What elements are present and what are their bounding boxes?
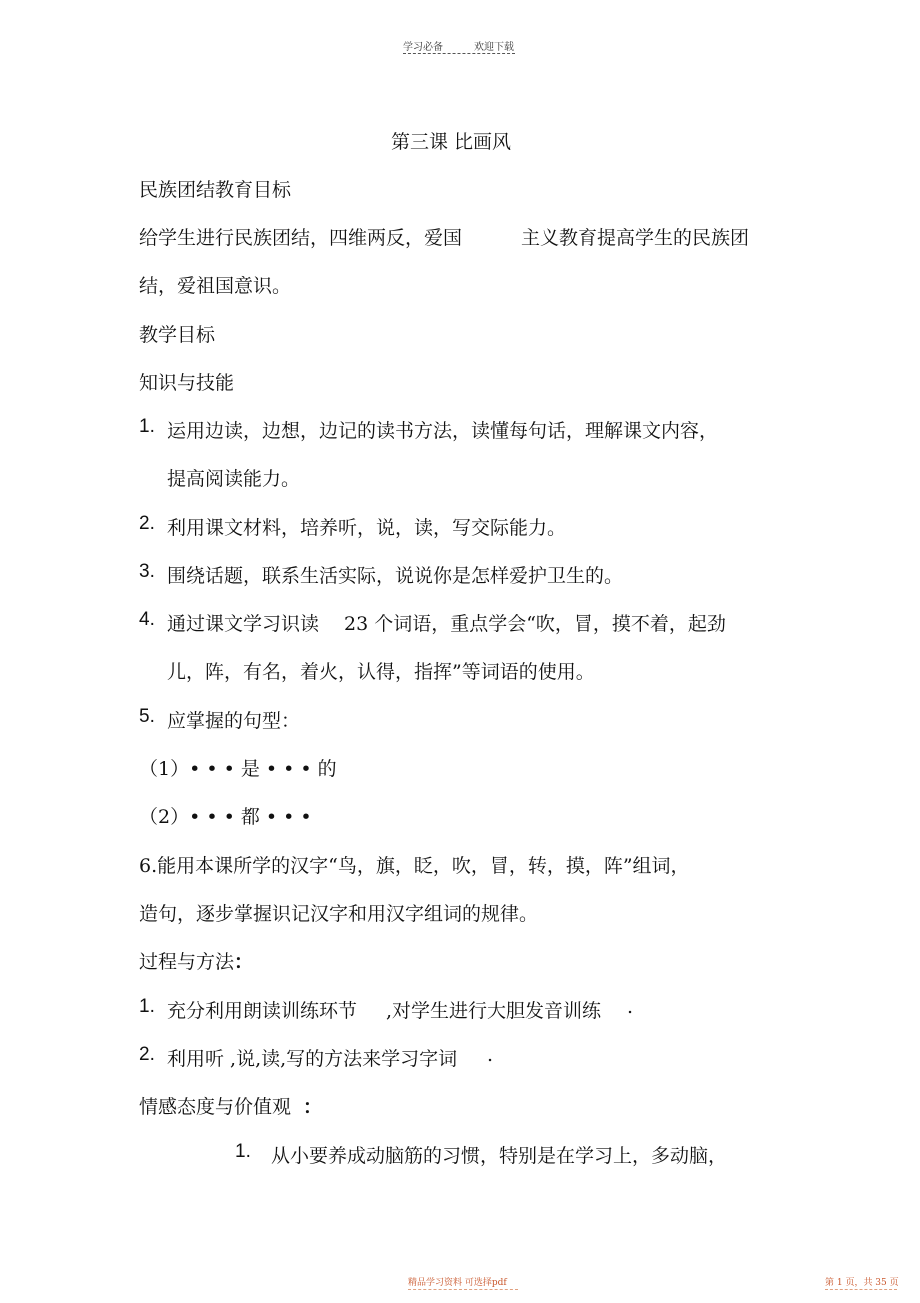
header-left: 学习必备 (403, 42, 443, 53)
list-item: 围绕话题，联系生活实际，说说你是怎样爱护卫生的。 (167, 565, 624, 587)
list-item: . (487, 1044, 494, 1066)
page-title: 第三课 比画风 (391, 131, 512, 153)
footer-left: 精品学习资料 可选择pdf (408, 1278, 507, 1288)
list-item: 通过课文学习识读 (167, 613, 320, 635)
list-item: 6.能用本课所学的汉字“鸟，旗，眨，吹，冒，转，摸，阵”组词， (139, 855, 690, 877)
list-number: 3. (139, 561, 155, 582)
header-right: 欢迎下载 (474, 42, 514, 53)
section-heading-process: 过程与方法： (139, 951, 254, 973)
footer-page-number: 第 1 页，共 35 页 (825, 1278, 899, 1288)
paragraph-line: 结，爱祖国意识。 (139, 275, 292, 297)
list-item: 运用边读，边想，边记的读书方法，读懂每句话，理解课文内容， (167, 420, 719, 442)
list-number: 2. (139, 513, 155, 534)
list-number: 1. (235, 1141, 251, 1162)
paragraph-line: 给学生进行民族团结，四维两反，爱国 (139, 227, 463, 249)
list-item: 应掌握的句型： (167, 710, 301, 732)
section-heading-skills: 知识与技能 (139, 372, 235, 394)
section-heading-ethnic: 民族团结教育目标 (139, 179, 292, 201)
list-number: 2. (139, 1044, 155, 1065)
list-number: 5. (139, 706, 155, 727)
list-item: 利用听 ,说,读,写的方法来学习字词 (167, 1048, 458, 1070)
footer-divider (408, 1289, 518, 1290)
section-heading-goals: 教学目标 (139, 324, 216, 346)
list-item: 利用课文材料，培养听，说，读，写交际能力。 (167, 517, 567, 539)
list-item: 23 个词语，重点学会“吹，冒，摸不着，起劲 (344, 613, 726, 635)
section-heading-attitude: 情感态度与价值观 ： (139, 1096, 323, 1118)
header-divider (403, 53, 515, 54)
list-item-continued: 提高阅读能力。 (167, 468, 301, 490)
list-number: 1. (139, 416, 155, 437)
footer-divider (825, 1289, 897, 1290)
sentence-pattern: （1）• • • 是 • • • 的 (139, 758, 337, 780)
list-item: . (627, 996, 634, 1018)
list-item: 从小要养成动脑筋的习惯，特别是在学习上，多动脑， (271, 1145, 728, 1167)
list-number: 1. (139, 996, 155, 1017)
list-number: 4. (139, 609, 155, 630)
list-item: 充分利用朗读训练环节 (167, 1000, 358, 1022)
sentence-pattern: （2）• • • 都 • • • (139, 806, 312, 828)
paragraph-line: 主义教育提高学生的民族团 (521, 227, 750, 249)
list-item-continued: 儿，阵，有名，着火，认得，指挥”等词语的使用。 (167, 661, 595, 683)
list-item-continued: 造句，逐步掌握识记汉字和用汉字组词的规律。 (139, 903, 539, 925)
list-item: ,对学生进行大胆发音训练 (386, 1000, 602, 1022)
